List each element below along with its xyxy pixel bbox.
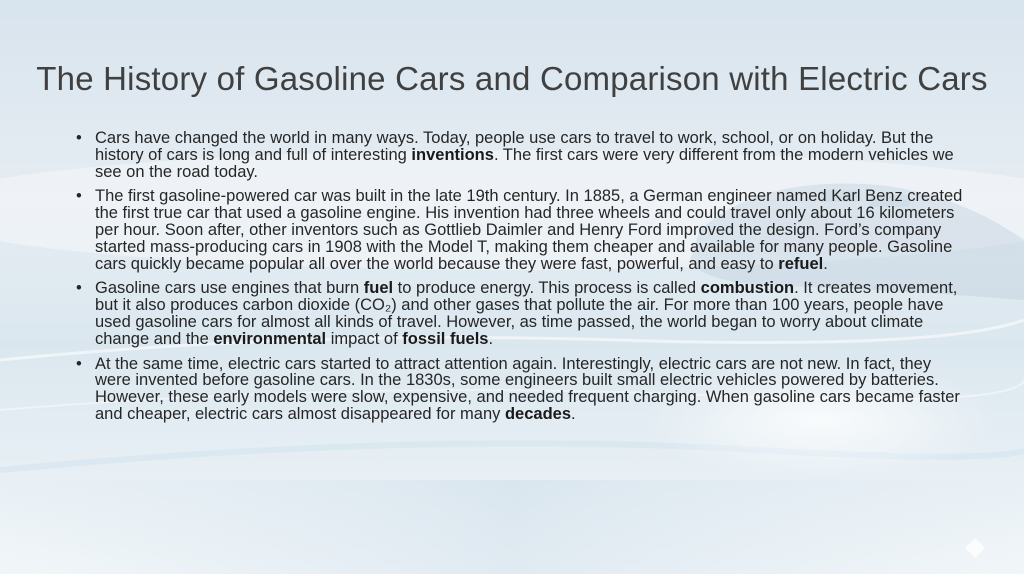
bullet-text: The first gasoline-powered car was built in the late 19th century. In 1885, a German engineer named Karl Benz created the first true car that used a gasoline engine. His invention had three wheels and could travel only about 16 kilometers per hour. Soon after, other inventors such as Gottlieb Daimler and Henry Ford improved the design. Ford’s company started mass-producing cars in 1908 with the Model T, making them cheaper and available for many people. Gasoline cars quickly became popular all over the world because they were fast, powerful, and easy to bbox=[95, 187, 963, 273]
bold-term: environmental bbox=[213, 329, 327, 348]
bullet-text: . bbox=[571, 404, 576, 423]
bullet-text: . bbox=[823, 254, 828, 273]
bullet-text: . The first cars were very different from the modern vehicles we see on the road today. bbox=[95, 145, 954, 181]
bullet-list bbox=[70, 130, 970, 431]
bullet-text: At the same time, electric cars started to attract attention again. Interestingly, electric cars are not new. In fact, they were invented before gasoline cars. In the 1830s, some engineers built small electric vehicles powered by batteries. However, these early models were slow, expensive, and needed frequent charging. When gasoline cars became faster and cheaper, electric cars almost disappeared for many bbox=[95, 354, 960, 423]
bold-term: inventions bbox=[411, 145, 494, 164]
bullet-item bbox=[70, 356, 970, 423]
bullet-dot-icon: • bbox=[76, 279, 82, 298]
bullet-text: impact of bbox=[326, 329, 403, 348]
bold-term: fossil fuels bbox=[402, 329, 489, 348]
bullet-item bbox=[70, 280, 970, 347]
bullet-dot-icon: • bbox=[76, 129, 82, 147]
bullet-dot-icon: • bbox=[76, 354, 82, 373]
bold-term: combustion bbox=[700, 279, 795, 298]
bullet-text: Gasoline cars use engines that burn bbox=[95, 279, 364, 298]
bullet-text: . bbox=[488, 329, 494, 348]
bullet-text: to produce energy. This process is called bbox=[393, 279, 701, 298]
bullet-dot-icon: • bbox=[76, 187, 82, 206]
bold-term: refuel bbox=[778, 254, 824, 273]
bullet-item bbox=[70, 188, 970, 272]
bullet-item bbox=[70, 130, 970, 180]
bold-term: fuel bbox=[363, 279, 394, 298]
bullet-text: Cars have changed the world in many ways. Today, people use cars to travel to work, school, or on holiday. But the history of cars is long and full of interesting bbox=[95, 129, 934, 164]
bullet-text: . It creates movement, but it also produces carbon dioxide (CO₂) and other gases that pollute the air. For more than 100 years, people have used gasoline cars for almost all kinds of travel. However, as time passed, the world began to worry about climate change and the bbox=[95, 279, 958, 348]
slide-title: The History of Gasoline Cars and Comparison with Electric Cars bbox=[36, 60, 988, 97]
bold-term: decades bbox=[504, 404, 572, 423]
